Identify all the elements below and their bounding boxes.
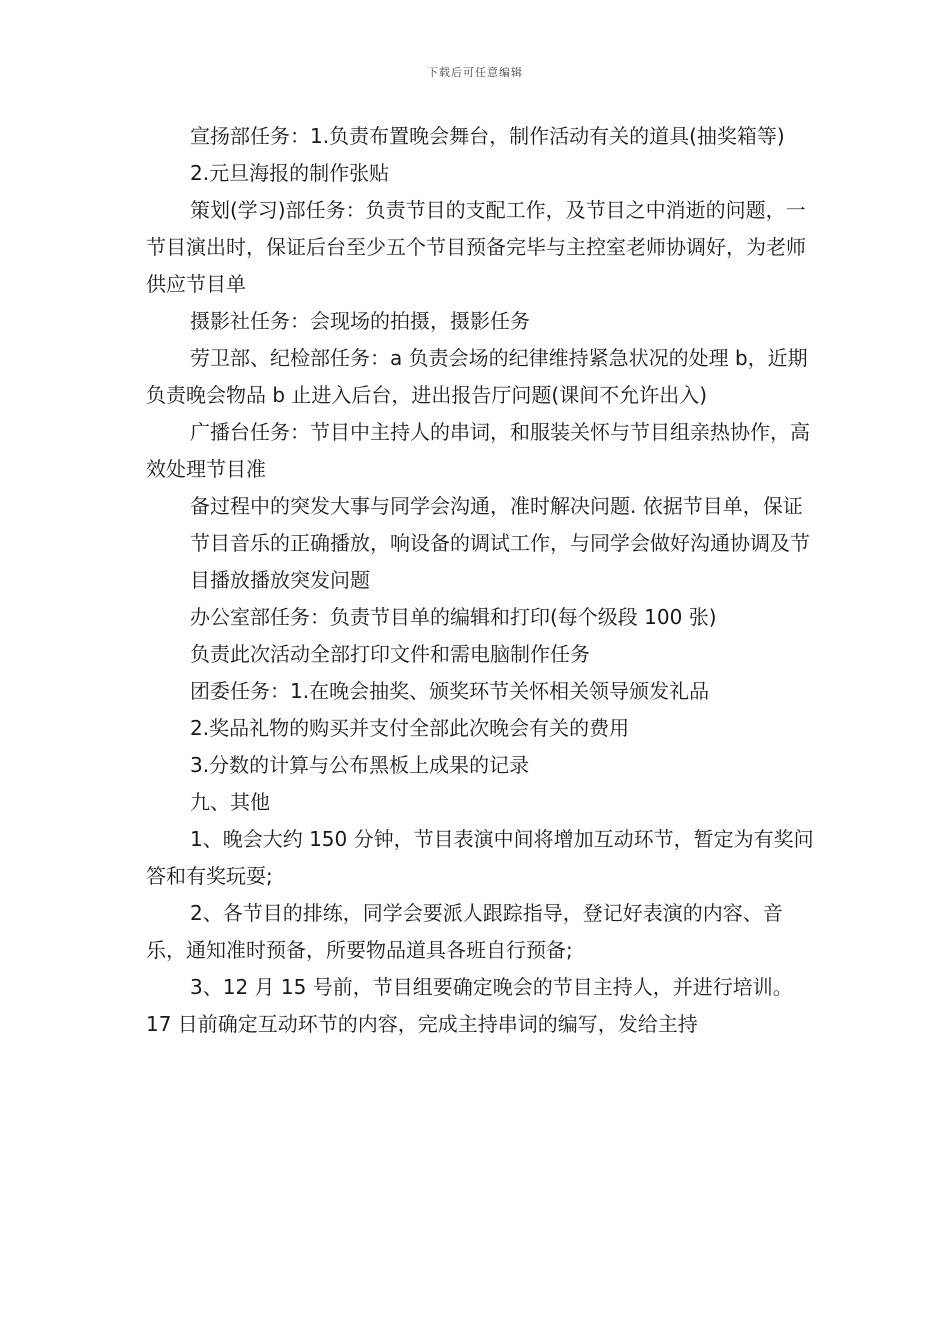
paragraph: 1、晚会大约 150 分钟，节目表演中间将增加互动环节，暂定为有奖问答和有奖玩耍;	[146, 827, 814, 888]
paragraph: 宣扬部任务：1.负责布置晚会舞台，制作活动有关的道具(抽奖箱等)	[190, 124, 785, 148]
paragraph: 2、各节目的排练，同学会要派人跟踪指导，登记好表演的内容、音乐，通知准时预备，所要物品道具各班自行预备;	[146, 901, 783, 962]
paragraph: 2.元旦海报的制作张贴	[190, 161, 390, 185]
paragraph: 劳卫部、纪检部任务：a 负责会场的纪律维持紧急状况的处理 b，近期负责晚会物品 b 止进入后台，进出报告厅问题(课间不允许出入)	[146, 346, 808, 407]
paragraph: 摄影社任务：会现场的拍摄，摄影任务	[190, 309, 530, 333]
section-heading: 九、其他	[190, 790, 270, 814]
paragraph: 节目音乐的正确播放，响设备的调试工作，与同学会做好沟通协调及节	[190, 531, 810, 555]
paragraph: 策划(学习)部任务：负责节目的支配工作，及节目之中消逝的问题，一节目演出时，保证后台至少五个节目预备完毕与主控室老师协调好，为老师供应节目单	[146, 198, 806, 296]
paragraph: 备过程中的突发大事与同学会沟通，准时解决问题. 依据节目单，保证	[190, 494, 803, 518]
paragraph: 团委任务：1.在晚会抽奖、颁奖环节关怀相关领导颁发礼品	[190, 679, 710, 703]
paragraph: 3、12 月 15 号前，节目组要确定晚会的节目主持人，并进行培训。17 日前确定互动环节的内容，完成主持串词的编写，发给主持	[146, 975, 793, 1036]
paragraph: 广播台任务：节目中主持人的串词，和服装关怀与节目组亲热协作，高效处理节目准	[146, 420, 810, 481]
paragraph: 负责此次活动全部打印文件和需电脑制作任务	[190, 642, 590, 666]
paragraph: 目播放播放突发问题	[190, 568, 370, 592]
document-body	[146, 118, 816, 1043]
paragraph: 2.奖品礼物的购买并支付全部此次晚会有关的费用	[190, 716, 630, 740]
page-header: 下载后可任意编辑	[427, 66, 523, 79]
paragraph: 3.分数的计算与公布黑板上成果的记录	[190, 753, 530, 777]
paragraph: 办公室部任务：负责节目单的编辑和打印(每个级段 100 张)	[190, 605, 717, 629]
